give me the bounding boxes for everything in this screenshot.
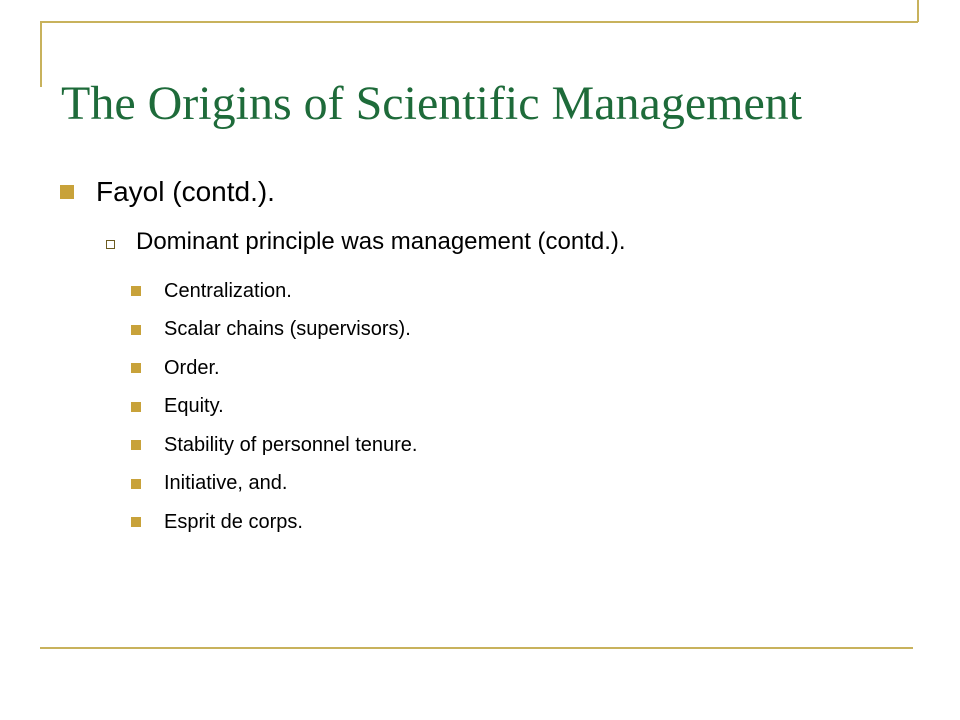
list-item — [131, 311, 418, 350]
bullet-level1 — [60, 176, 275, 208]
list-item-text: Equity. — [164, 395, 224, 418]
bullet-level2 — [106, 228, 626, 256]
filled-square-bullet-icon — [131, 402, 141, 412]
list-item — [131, 349, 418, 388]
filled-square-bullet-icon — [131, 325, 141, 335]
list-item-text: Stability of personnel tenure. — [164, 433, 418, 456]
list-item-text: Scalar chains (supervisors). — [164, 318, 411, 341]
filled-square-bullet-icon — [131, 479, 141, 489]
bottom-rule — [40, 647, 913, 649]
left-rule — [40, 21, 42, 87]
list-item-text: Initiative, and. — [164, 472, 288, 495]
principle-list — [131, 272, 418, 542]
slide-title: The Origins of Scientific Management — [61, 77, 803, 130]
top-rule — [40, 21, 918, 23]
hollow-square-bullet-icon — [106, 240, 115, 249]
list-item — [131, 426, 418, 465]
filled-square-bullet-icon — [131, 440, 141, 450]
filled-square-bullet-icon — [60, 185, 74, 199]
filled-square-bullet-icon — [131, 517, 141, 527]
list-item — [131, 465, 418, 504]
bullet-level1-text: Fayol (contd.). — [96, 176, 275, 207]
filled-square-bullet-icon — [131, 286, 141, 296]
list-item-text: Centralization. — [164, 279, 292, 302]
list-item — [131, 503, 418, 542]
list-item — [131, 388, 418, 427]
list-item-text: Esprit de corps. — [164, 510, 303, 533]
right-rule — [917, 0, 919, 22]
list-item — [131, 272, 418, 311]
bullet-level2-text: Dominant principle was management (contd.). — [136, 228, 626, 255]
list-item-text: Order. — [164, 356, 220, 379]
filled-square-bullet-icon — [131, 363, 141, 373]
